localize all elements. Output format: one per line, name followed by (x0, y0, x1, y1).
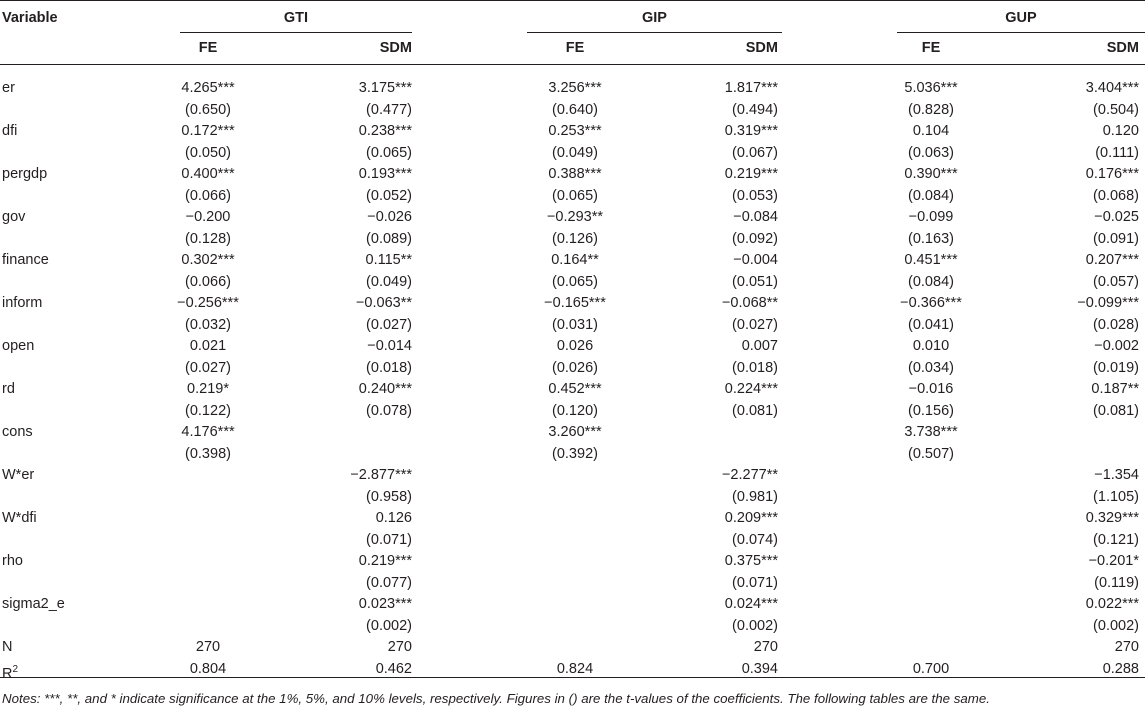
cell-fe: (0.084) (908, 187, 954, 204)
cell-fe: 0.253*** (548, 123, 602, 139)
row-label-wdfi: W*dfi (2, 510, 37, 526)
group-rule-gti (180, 32, 412, 33)
cell-sdm: (0.018) (732, 359, 778, 376)
cell-sdm: 0.224*** (724, 381, 778, 397)
cell-fe: 0.010 (912, 338, 950, 354)
cell-fe: 0.388*** (548, 166, 602, 182)
cell-fe: 0.400*** (181, 166, 235, 182)
cell-sdm: (0.068) (1093, 187, 1139, 204)
cell-sdm: (0.019) (1093, 359, 1139, 376)
cell-sdm: (0.028) (1093, 316, 1139, 333)
row-label-inform: inform (2, 295, 43, 311)
table-header-rule (0, 64, 1145, 65)
cell-sdm: −2.277** (721, 467, 778, 483)
cell-sdm: (0.027) (732, 316, 778, 333)
cell-sdm: (0.018) (366, 359, 412, 376)
row-label-rd: rd (2, 381, 15, 397)
subheader-fe: FE (565, 40, 585, 56)
cell-sdm: −0.004 (733, 252, 778, 268)
row-label-wer: W*er (2, 467, 35, 483)
cell-fe: (0.156) (908, 402, 954, 419)
cell-fe: 4.176*** (181, 424, 235, 440)
cell-sdm: 0.176*** (1085, 166, 1139, 182)
cell-fe: −0.256*** (177, 295, 239, 311)
cell-fe: (0.128) (185, 230, 231, 247)
cell-sdm: (0.477) (366, 101, 412, 118)
cell-fe: (0.034) (908, 359, 954, 376)
row-label-dfi: dfi (2, 123, 18, 139)
table-notes: Notes: ***, **, and * indicate significance at the 1%, 5%, and 10% levels, respectively. Figures in () are the t-values of the coefficients. The following tables are the same. (2, 691, 990, 706)
cell-fe: −0.366*** (900, 295, 962, 311)
cell-sdm: (0.074) (732, 531, 778, 548)
cell-sdm: (0.077) (366, 574, 412, 591)
row-label-finance: finance (2, 252, 49, 268)
cell-sdm: 3.175*** (358, 80, 412, 96)
cell-sdm: 3.404*** (1085, 80, 1139, 96)
cell-sdm: −0.063** (355, 295, 412, 311)
row-label-open: open (2, 338, 35, 354)
row-label-pergdp: pergdp (2, 166, 48, 182)
cell-fe: −0.099 (908, 209, 954, 225)
cell-fe: (0.163) (908, 230, 954, 247)
subheader-fe: FE (921, 40, 941, 56)
superscript: 2 (12, 663, 19, 675)
cell-fe: 0.219* (187, 381, 229, 397)
cell-fe: 5.036*** (904, 80, 958, 96)
table-top-rule (0, 0, 1145, 1)
cell-sdm: (0.049) (366, 273, 412, 290)
cell-sdm: 0.219*** (724, 166, 778, 182)
cell-sdm: 0.193*** (358, 166, 412, 182)
cell-sdm: 0.462 (375, 660, 412, 677)
cell-fe: (0.032) (185, 316, 231, 333)
cell-fe: 0.452*** (548, 381, 602, 397)
cell-fe: (0.828) (908, 101, 954, 118)
cell-fe: (0.392) (552, 445, 598, 462)
cell-fe: (0.650) (185, 101, 231, 118)
cell-fe: 0.700 (912, 660, 950, 677)
cell-sdm: 0.120 (1102, 123, 1139, 139)
cell-fe: (0.063) (908, 144, 954, 161)
cell-fe: −0.016 (908, 381, 954, 397)
cell-fe: 0.302*** (181, 252, 235, 268)
subheader-sdm: SDM (379, 40, 412, 56)
cell-fe: 0.804 (189, 660, 227, 677)
cell-sdm: 270 (387, 639, 412, 655)
cell-fe: (0.026) (552, 359, 598, 376)
cell-sdm: 0.126 (375, 510, 412, 526)
cell-sdm: 270 (753, 639, 778, 655)
cell-fe: (0.120) (552, 402, 598, 419)
cell-sdm: (0.071) (366, 531, 412, 548)
cell-fe: (0.066) (185, 273, 231, 290)
cell-sdm: 0.007 (741, 338, 778, 354)
cell-fe: −0.200 (185, 209, 231, 225)
cell-sdm: −0.025 (1094, 209, 1139, 225)
cell-sdm: 0.187** (1091, 381, 1139, 397)
cell-fe: 0.164** (551, 252, 599, 268)
cell-sdm: −2.877*** (350, 467, 412, 483)
row-label-rho: rho (2, 553, 23, 569)
cell-sdm: (0.504) (1093, 101, 1139, 118)
cell-sdm: 0.288 (1102, 660, 1139, 677)
cell-sdm: (0.981) (732, 488, 778, 505)
cell-sdm: −0.002 (1094, 338, 1139, 354)
row-label-n: N (2, 639, 13, 655)
cell-sdm: (0.111) (1095, 144, 1139, 161)
cell-sdm: (0.092) (732, 230, 778, 247)
group-rule-gip (527, 32, 782, 33)
cell-sdm: 0.240*** (358, 381, 412, 397)
variable-header: Variable (2, 10, 58, 26)
cell-sdm: (0.002) (366, 617, 412, 634)
cell-sdm: (0.958) (366, 488, 412, 505)
cell-sdm: (0.027) (366, 316, 412, 333)
cell-fe: 4.265*** (181, 80, 235, 96)
cell-sdm: 0.329*** (1085, 510, 1139, 526)
cell-sdm: (0.053) (732, 187, 778, 204)
cell-sdm: (0.051) (732, 273, 778, 290)
cell-fe: (0.027) (185, 359, 231, 376)
row-label-er: er (2, 80, 15, 96)
cell-fe: (0.122) (185, 402, 231, 419)
cell-fe: 0.172*** (181, 123, 235, 139)
cell-sdm: (0.119) (1094, 574, 1139, 591)
cell-fe: (0.065) (552, 187, 598, 204)
cell-fe: 0.021 (189, 338, 227, 354)
cell-sdm: −0.201* (1088, 553, 1139, 569)
cell-fe: (0.640) (552, 101, 598, 118)
cell-sdm: 0.375*** (724, 553, 778, 569)
cell-sdm: 0.394 (741, 660, 778, 677)
cell-sdm: (0.494) (732, 101, 778, 118)
subheader-fe: FE (198, 40, 218, 56)
cell-sdm: (1.105) (1093, 488, 1139, 505)
cell-fe: (0.507) (908, 445, 954, 462)
cell-sdm: 0.024*** (724, 596, 778, 612)
cell-fe: −0.165*** (544, 295, 606, 311)
cell-fe: 0.824 (556, 660, 594, 677)
cell-sdm: 0.115** (365, 252, 412, 268)
cell-sdm: (0.002) (1093, 617, 1139, 634)
group-rule-gup (897, 32, 1145, 33)
cell-sdm: (0.071) (732, 574, 778, 591)
cell-sdm: −0.068** (721, 295, 778, 311)
cell-fe: 0.104 (912, 123, 950, 139)
cell-sdm: −0.099*** (1077, 295, 1139, 311)
cell-fe: (0.084) (908, 273, 954, 290)
cell-fe: (0.049) (552, 144, 598, 161)
cell-sdm: (0.089) (366, 230, 412, 247)
cell-sdm: (0.091) (1093, 230, 1139, 247)
cell-sdm: (0.002) (732, 617, 778, 634)
cell-fe: 0.026 (556, 338, 594, 354)
cell-sdm: 0.207*** (1085, 252, 1139, 268)
cell-fe: 0.451*** (904, 252, 958, 268)
cell-fe: 270 (195, 639, 221, 655)
group-header-gip: GIP (642, 10, 667, 26)
cell-sdm: 270 (1114, 639, 1139, 655)
cell-sdm: (0.052) (366, 187, 412, 204)
cell-fe: 3.738*** (904, 424, 958, 440)
cell-sdm: (0.057) (1093, 273, 1139, 290)
row-label-r: $R^2$ (2, 663, 19, 682)
row-label-gov: gov (2, 209, 26, 225)
row-label-sigma2e: sigma2_e (2, 596, 65, 612)
cell-fe: (0.398) (185, 445, 231, 462)
cell-fe: (0.066) (185, 187, 231, 204)
cell-sdm: (0.065) (366, 144, 412, 161)
cell-sdm: 0.022*** (1085, 596, 1139, 612)
cell-sdm: 1.817*** (724, 80, 778, 96)
cell-sdm: (0.081) (732, 402, 778, 419)
subheader-sdm: SDM (1106, 40, 1139, 56)
cell-fe: (0.031) (552, 316, 598, 333)
cell-sdm: −0.084 (733, 209, 778, 225)
cell-fe: (0.065) (552, 273, 598, 290)
cell-fe: (0.041) (908, 316, 954, 333)
cell-sdm: (0.078) (366, 402, 412, 419)
group-header-gup: GUP (1005, 10, 1037, 26)
cell-sdm: 0.238*** (358, 123, 412, 139)
group-header-gti: GTI (283, 10, 309, 26)
cell-fe: (0.126) (552, 230, 598, 247)
cell-sdm: −0.014 (367, 338, 412, 354)
cell-sdm: (0.081) (1093, 402, 1139, 419)
cell-sdm: 0.219*** (358, 553, 412, 569)
subheader-sdm: SDM (745, 40, 778, 56)
cell-sdm: −0.026 (367, 209, 412, 225)
row-label-cons: cons (2, 424, 33, 440)
cell-sdm: −1.354 (1094, 467, 1139, 483)
cell-fe: 0.390*** (904, 166, 958, 182)
cell-sdm: 0.023*** (358, 596, 412, 612)
cell-fe: 3.260*** (548, 424, 602, 440)
cell-fe: 3.256*** (548, 80, 602, 96)
cell-sdm: 0.209*** (724, 510, 778, 526)
cell-sdm: (0.121) (1093, 531, 1139, 548)
cell-sdm: 0.319*** (724, 123, 778, 139)
cell-fe: (0.050) (185, 144, 231, 161)
cell-fe: −0.293** (546, 209, 604, 225)
cell-sdm: (0.067) (732, 144, 778, 161)
